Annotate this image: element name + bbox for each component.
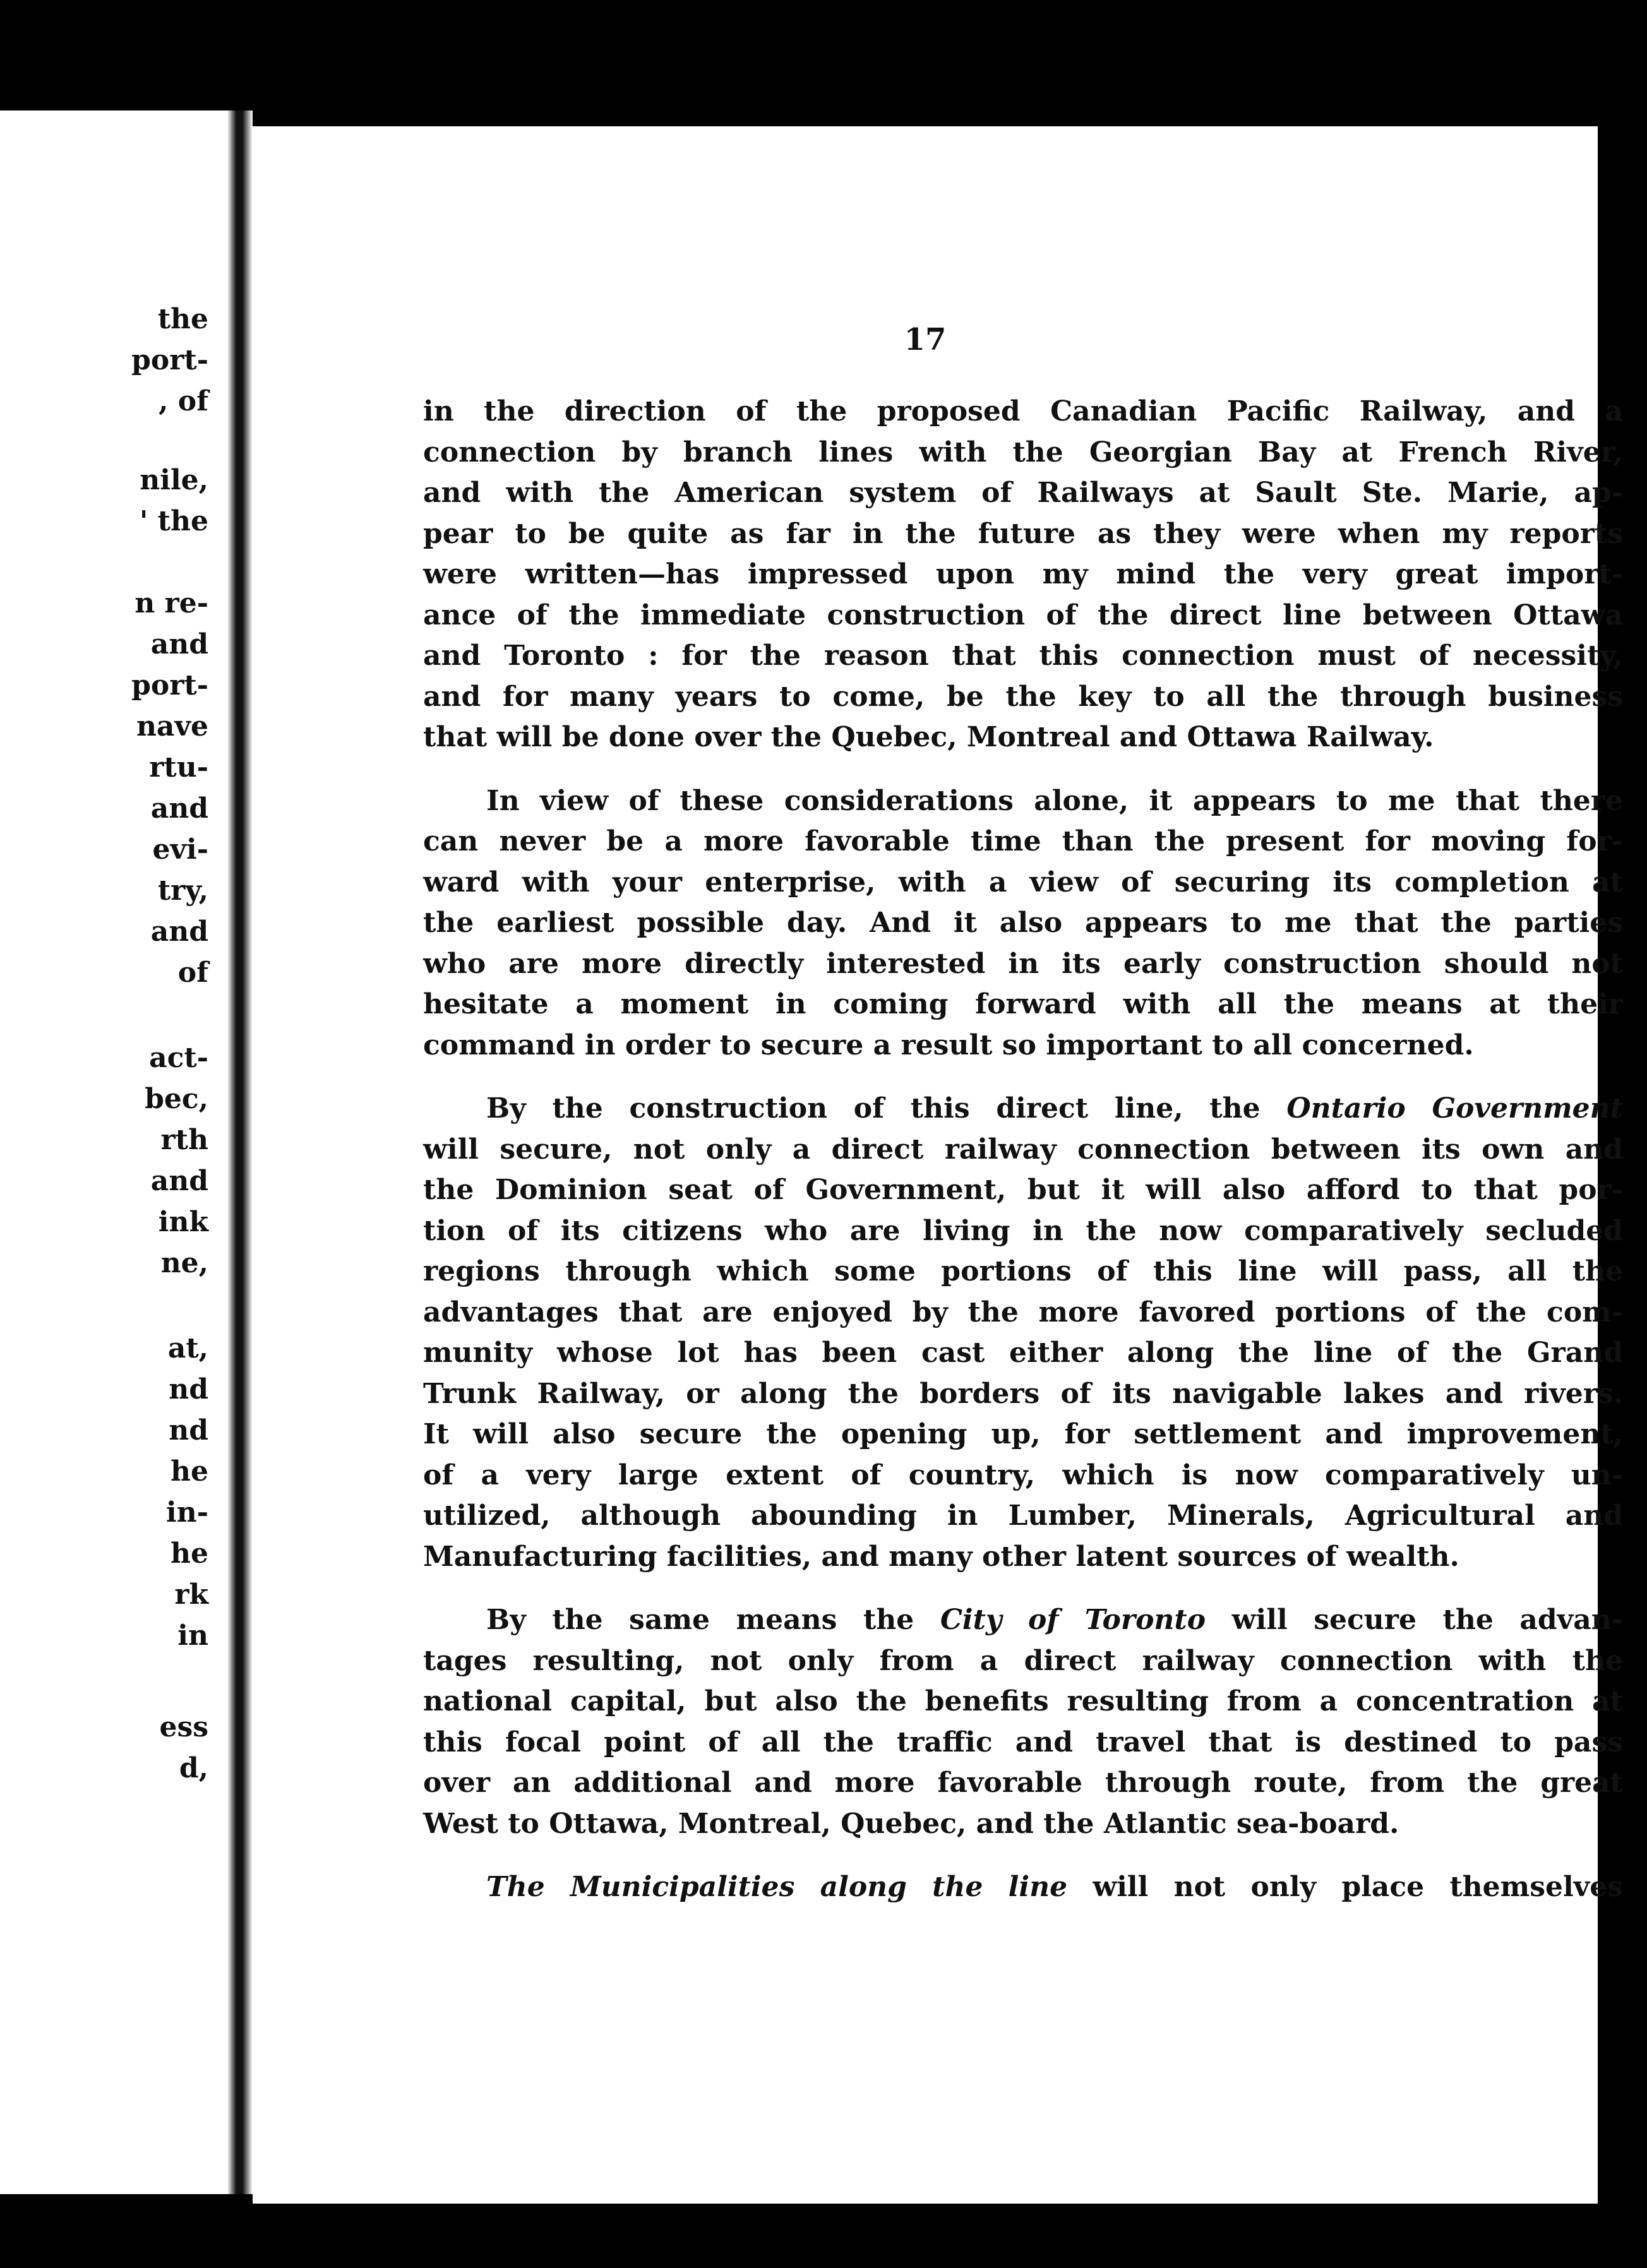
emphasis-city-of-toronto: City of Toronto <box>940 1604 1206 1636</box>
left-page-fragment: nile, <box>140 464 208 496</box>
text-line: will secure, not only a direct railway connection between its own and <box>423 1133 1623 1166</box>
emphasis-ontario-government: Ontario Government <box>1286 1092 1623 1125</box>
left-page-fragment: ink <box>158 1206 208 1238</box>
left-page-fragment: and <box>150 916 208 948</box>
text-line: Manufacturing facilities, and many other latent sources of wealth. <box>423 1540 1459 1573</box>
text-line: that will be done over the Quebec, Montreal and Ottawa Railway. <box>423 721 1434 753</box>
left-page-fragment: in <box>177 1620 208 1652</box>
left-page-fragment: n re- <box>135 587 208 619</box>
paragraph-5 <box>423 1867 1623 1908</box>
right-page <box>253 126 1624 2204</box>
text-line <box>423 1089 1623 1130</box>
left-page-fragment: the <box>157 303 208 335</box>
text-line: were written—has impressed upon my mind the very great import- <box>423 558 1623 590</box>
text-run: By the same means the <box>486 1604 914 1636</box>
body-text <box>423 391 1623 1931</box>
emphasis-municipalities: The Municipalities along the line <box>486 1871 1068 1903</box>
text-line: ance of the immediate construction of the direct line between Ottawa <box>423 599 1623 631</box>
text-run: will secure the advan- <box>1231 1604 1623 1636</box>
page-number: 17 <box>904 322 947 357</box>
text-line: command in order to secure a result so important to all concerned. <box>423 1029 1474 1061</box>
text-line: who are more directly interested in its early construction should not <box>423 947 1623 980</box>
text-line: the Dominion seat of Government, but it will also afford to that por- <box>423 1174 1623 1206</box>
text-line: ward with your enterprise, with a view of securing its completion at <box>423 866 1623 898</box>
left-page-edge <box>0 110 227 2194</box>
text-line: can never be a more favorable time than the present for moving for- <box>423 825 1623 857</box>
left-page-fragment: try, <box>157 874 208 907</box>
left-page-fragment: he <box>171 1455 208 1488</box>
left-page-fragment: ' the <box>139 505 208 537</box>
left-page-fragment: rtu- <box>149 751 208 784</box>
left-page-fragment: he <box>171 1537 208 1570</box>
left-page-fragment: and <box>150 792 208 825</box>
left-page-fragment: act- <box>149 1042 208 1074</box>
left-page-fragment: nave <box>136 710 208 743</box>
text-line: national capital, but also the benefits resulting from a concentration at <box>423 1685 1623 1717</box>
text-run: By the construction of this direct line, the <box>486 1092 1261 1125</box>
left-page-fragment: d, <box>179 1752 208 1784</box>
text-line: munity whose lot has been cast either along the line of the Grand <box>423 1337 1623 1369</box>
left-page-fragment: nd <box>169 1373 208 1406</box>
left-page-fragment: ne, <box>160 1247 208 1279</box>
text-run: will not only place themselves <box>1093 1871 1624 1903</box>
text-line: and Toronto : for the reason that this connection must of necessity, <box>423 640 1623 672</box>
text-line: over an additional and more favorable through route, from the great <box>423 1767 1623 1799</box>
left-page-fragment: and <box>150 628 208 660</box>
text-line: and with the American system of Railways at Sault Ste. Marie, ap- <box>423 477 1623 509</box>
paragraph-4 <box>423 1600 1623 1844</box>
left-page-fragment: rth <box>160 1124 208 1156</box>
left-page-fragment: in- <box>166 1496 208 1529</box>
text-line <box>423 1600 1623 1641</box>
paragraph-3 <box>423 1089 1623 1577</box>
left-page-fragment: and <box>150 1165 208 1197</box>
paragraph-2 <box>423 781 1623 1066</box>
text-line: connection by branch lines with the Georgian Bay at French River, <box>423 436 1623 469</box>
left-page-fragment: nd <box>169 1414 208 1447</box>
text-line: this focal point of all the traffic and travel that is destined to pass <box>423 1726 1623 1758</box>
text-line: the earliest possible day. And it also appears to me that the parties <box>423 907 1623 939</box>
text-line: It will also secure the opening up, for settlement and improvement, <box>423 1418 1623 1450</box>
left-page-fragment: port- <box>131 669 208 701</box>
left-page-fragment: , of <box>159 385 208 417</box>
text-line: tion of its citizens who are living in the now comparatively secluded <box>423 1214 1623 1247</box>
text-line: West to Ottawa, Montreal, Quebec, and the Atlantic sea-board. <box>423 1807 1399 1840</box>
text-line: utilized, although abounding in Lumber, Minerals, Agricultural and <box>423 1500 1623 1532</box>
text-line: tages resulting, not only from a direct railway connection with the <box>423 1644 1623 1677</box>
text-line: in the direction of the proposed Canadian Pacific Railway, and a <box>423 395 1623 427</box>
text-line: hesitate a moment in coming forward with all the means at their <box>423 988 1623 1020</box>
text-line <box>423 1867 1623 1908</box>
text-line: pear to be quite as far in the future as they were when my reports <box>423 517 1623 550</box>
left-page-fragment: rk <box>174 1579 208 1611</box>
left-page-fragment: of <box>177 957 208 989</box>
left-page-fragment: at, <box>167 1332 208 1364</box>
text-line: Trunk Railway, or along the borders of its navigable lakes and rivers. <box>423 1377 1623 1410</box>
text-line: and for many years to come, be the key to all the through business <box>423 680 1623 713</box>
left-page-fragment: ess <box>159 1711 208 1743</box>
text-line: advantages that are enjoyed by the more favored portions of the com- <box>423 1296 1623 1328</box>
text-line: regions through which some portions of this line will pass, all the <box>423 1255 1623 1287</box>
left-page-fragment: port- <box>131 344 208 376</box>
left-page-fragment: bec, <box>145 1083 208 1115</box>
book-gutter <box>227 110 253 2194</box>
paragraph-1 <box>423 391 1623 758</box>
text-line: In view of these considerations alone, it appears to me that there <box>486 784 1623 817</box>
text-line: of a very large extent of country, which is now comparatively un- <box>423 1459 1623 1491</box>
left-page-fragment: evi- <box>152 833 208 866</box>
